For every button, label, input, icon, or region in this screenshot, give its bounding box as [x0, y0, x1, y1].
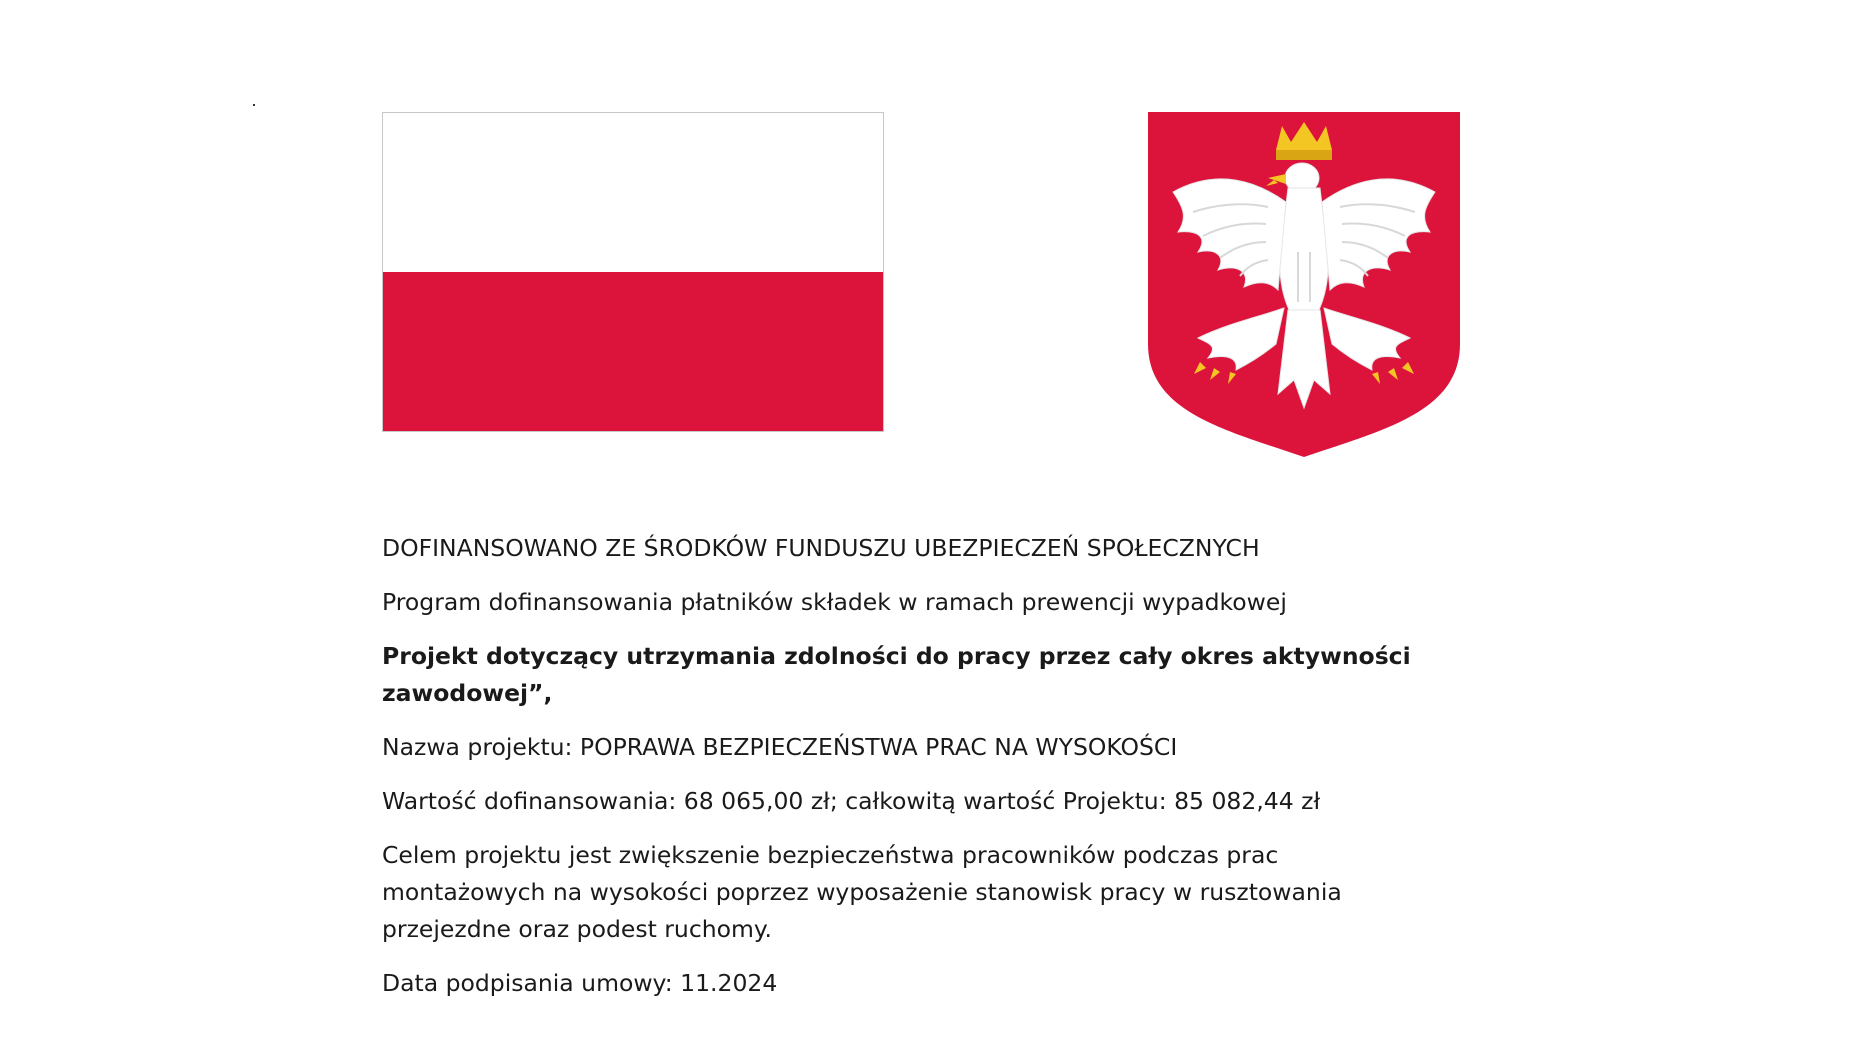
polish-flag-icon — [382, 112, 884, 432]
project-topic: Projekt dotyczący utrzymania zdolności do pracy przez cały okres aktywności zawodowej”, — [382, 642, 1411, 707]
project-goal: Celem projektu jest zwiększenie bezpieczeństwa pracowników podczas prac montażowych na wysokości poprzez wyposażenie stanowisk pracy w rusztowania przejezdne oraz podest ruchomy. — [382, 841, 1342, 943]
flag-red-stripe — [383, 272, 883, 431]
funding-heading: DOFINANSOWANO ZE ŚRODKÓW FUNDUSZU UBEZPIECZEŃ SPOŁECZNYCH — [382, 534, 1260, 562]
signing-date: Data podpisania umowy: 11.2024 — [382, 969, 778, 997]
stray-dot — [253, 104, 255, 106]
program-name: Program dofinansowania płatników składek w ramach prewencji wypadkowej — [382, 588, 1287, 616]
flag-white-stripe — [383, 113, 883, 272]
project-info — [382, 530, 1442, 1019]
funding-values: Wartość dofinansowania: 68 065,00 zł; całkowitą wartość Projektu: 85 082,44 zł — [382, 787, 1321, 815]
project-name: Nazwa projektu: POPRAWA BEZPIECZEŃSTWA PRAC NA WYSOKOŚCI — [382, 733, 1178, 761]
polish-white-eagle-emblem-icon — [1148, 112, 1460, 457]
